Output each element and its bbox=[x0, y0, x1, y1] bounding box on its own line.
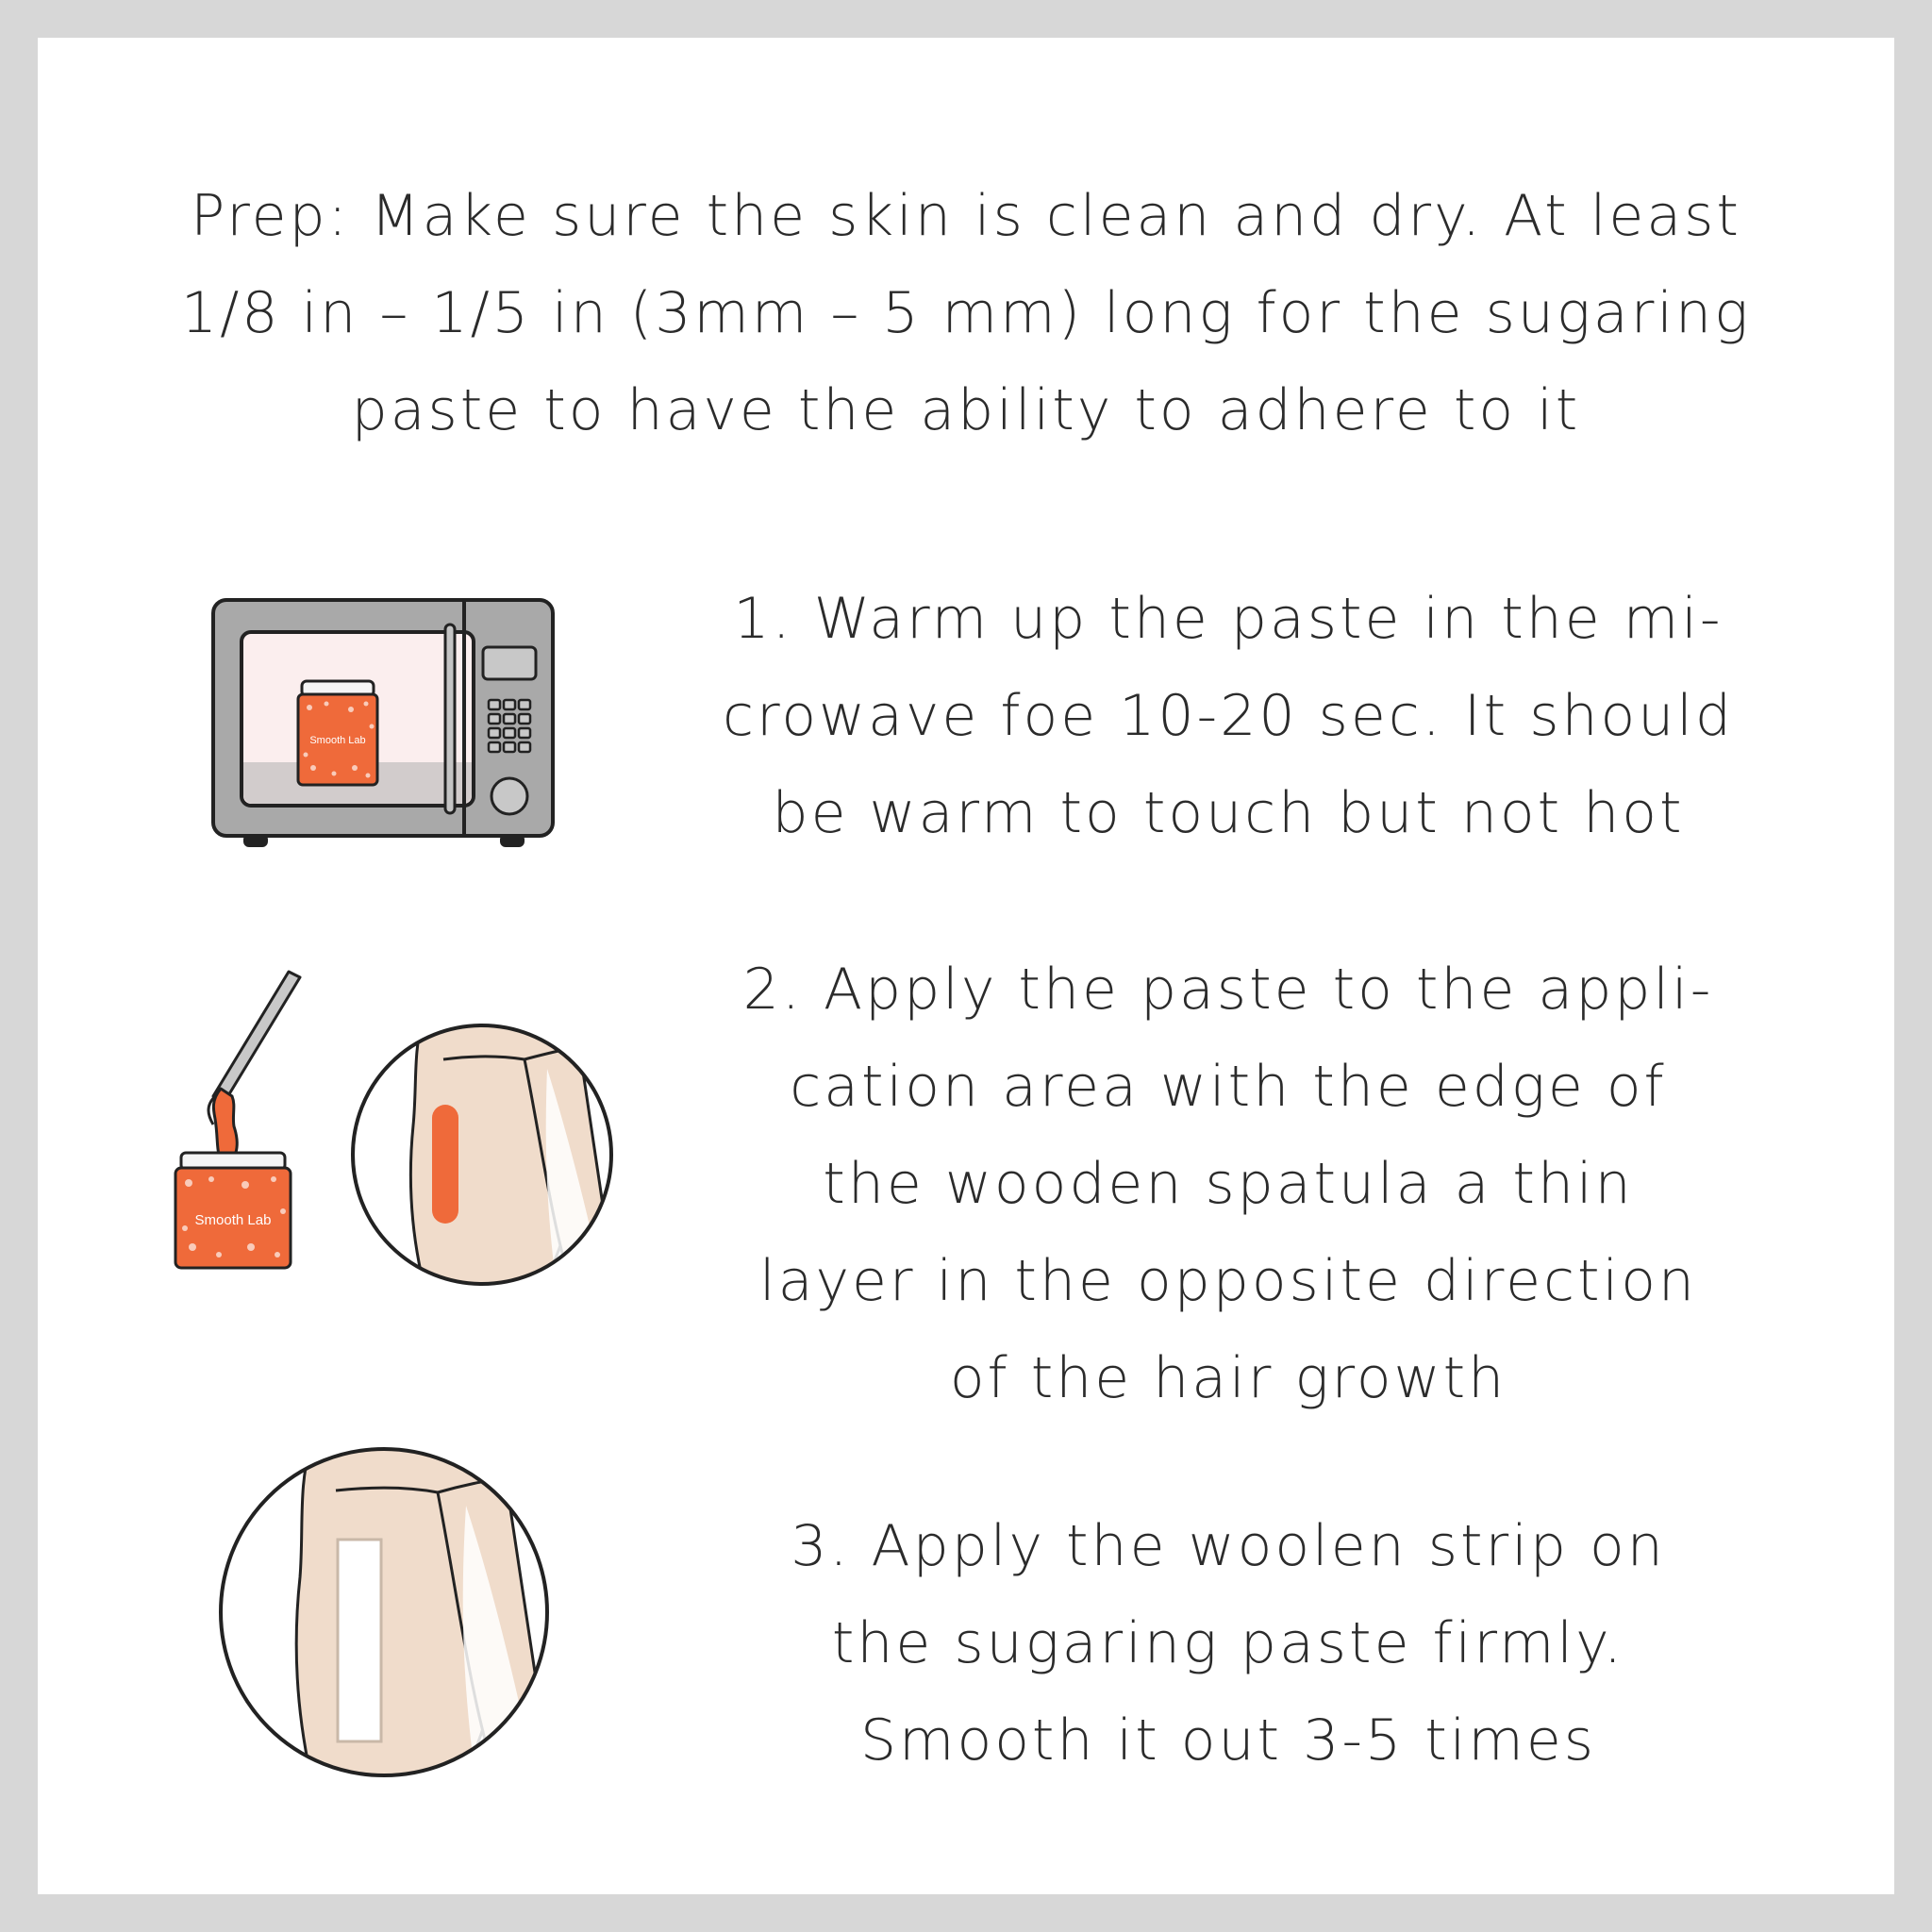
step-1-line: be warm to touch but not hot bbox=[772, 780, 1685, 846]
step-3-line: the sugaring paste firmly. bbox=[831, 1610, 1625, 1676]
spatula-and-jar-illustration bbox=[158, 964, 319, 1275]
spatula-icon bbox=[208, 972, 300, 1160]
step-1-text bbox=[723, 571, 1734, 862]
arm-strip-icon bbox=[217, 1445, 551, 1779]
jar-label: Smooth Lab bbox=[309, 735, 366, 746]
jar-label: Smooth Lab bbox=[194, 1212, 272, 1228]
step-2-line: cation area with the edge of bbox=[790, 1054, 1667, 1120]
prep-line: paste to have the ability to adhere to it bbox=[351, 377, 1581, 443]
step-3-line: 3. Apply the woolen strip on bbox=[791, 1513, 1666, 1579]
step-2-text bbox=[743, 941, 1714, 1427]
step-2-line: layer in the opposite direction bbox=[759, 1248, 1697, 1314]
step-3-text bbox=[791, 1498, 1666, 1790]
step-2-line: 2. Apply the paste to the appli- bbox=[742, 957, 1714, 1023]
step-3-line: Smooth it out 3-5 times bbox=[859, 1707, 1597, 1774]
prep-text bbox=[0, 168, 1932, 459]
sugar-jar-icon bbox=[175, 1153, 291, 1268]
prep-line: Prep: Make sure the skin is clean and dry. At least bbox=[191, 183, 1741, 249]
step-1-line: 1. Warm up the paste in the mi- bbox=[733, 586, 1724, 652]
arm-paste-icon bbox=[349, 1022, 615, 1288]
step-1-line: crowave foe 10-20 sec. It should bbox=[723, 683, 1734, 749]
step-2-line: the wooden spatula a thin bbox=[823, 1151, 1634, 1217]
microwave-icon bbox=[208, 594, 558, 851]
prep-line: 1/8 in – 1/5 in (3mm – 5 mm) long for the sugaring bbox=[180, 280, 1752, 346]
sugar-jar-icon bbox=[298, 681, 377, 785]
step-2-line: of the hair growth bbox=[949, 1345, 1507, 1411]
